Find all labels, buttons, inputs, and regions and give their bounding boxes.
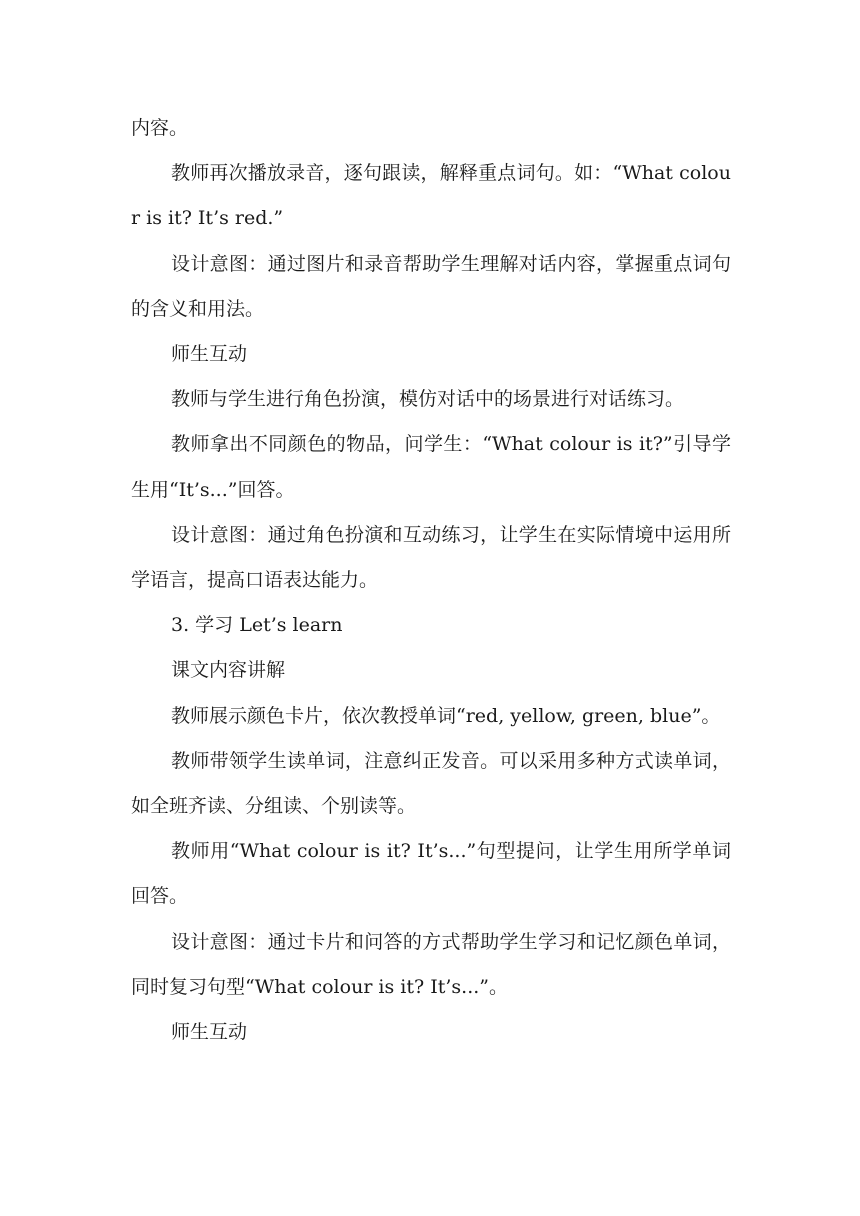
paragraph-design-intent-3: 设计意图：通过卡片和问答的方式帮助学生学习和记忆颜色单词，同时复习句型“What colour is it? It’s...”。: [131, 930, 731, 998]
heading-teacher-student-interaction-1: 师生互动: [171, 343, 248, 366]
paragraph-design-intent-2: 设计意图：通过角色扮演和互动练习，让学生在实际情境中运用所学语言，提高口语表达能力。: [131, 523, 731, 592]
document-body: [131, 106, 731, 1055]
paragraph-replay-recording: 教师再次播放录音，逐句跟读，解释重点词句。如：“What colour is it? It’s red.”: [131, 162, 731, 230]
paragraph-read-words: 教师带领学生读单词，注意纠正发音。可以采用多种方式读单词，如全班齐读、分组读、个别读等。: [131, 749, 731, 818]
paragraph-color-objects: 教师拿出不同颜色的物品，问学生：“What colour is it?”引导学生用“It’s...”回答。: [131, 433, 731, 501]
paragraph-sentence-pattern: 教师用“What colour is it? It’s...”句型提问，让学生用所学单词回答。: [131, 840, 731, 908]
paragraph-color-cards: 教师展示颜色卡片，依次教授单词“red, yellow, green, blue”。: [171, 704, 721, 727]
paragraph-continuation: 内容。: [131, 117, 189, 139]
paragraph-role-play: 教师与学生进行角色扮演，模仿对话中的场景进行对话练习。: [171, 388, 685, 411]
heading-section-lets-learn: 3. 学习 Let’s learn: [171, 614, 343, 637]
heading-lesson-explanation: 课文内容讲解: [171, 659, 286, 682]
paragraph-design-intent-1: 设计意图：通过图片和录音帮助学生理解对话内容，掌握重点词句的含义和用法。: [131, 252, 731, 320]
heading-teacher-student-interaction-2: 师生互动: [171, 1021, 248, 1044]
